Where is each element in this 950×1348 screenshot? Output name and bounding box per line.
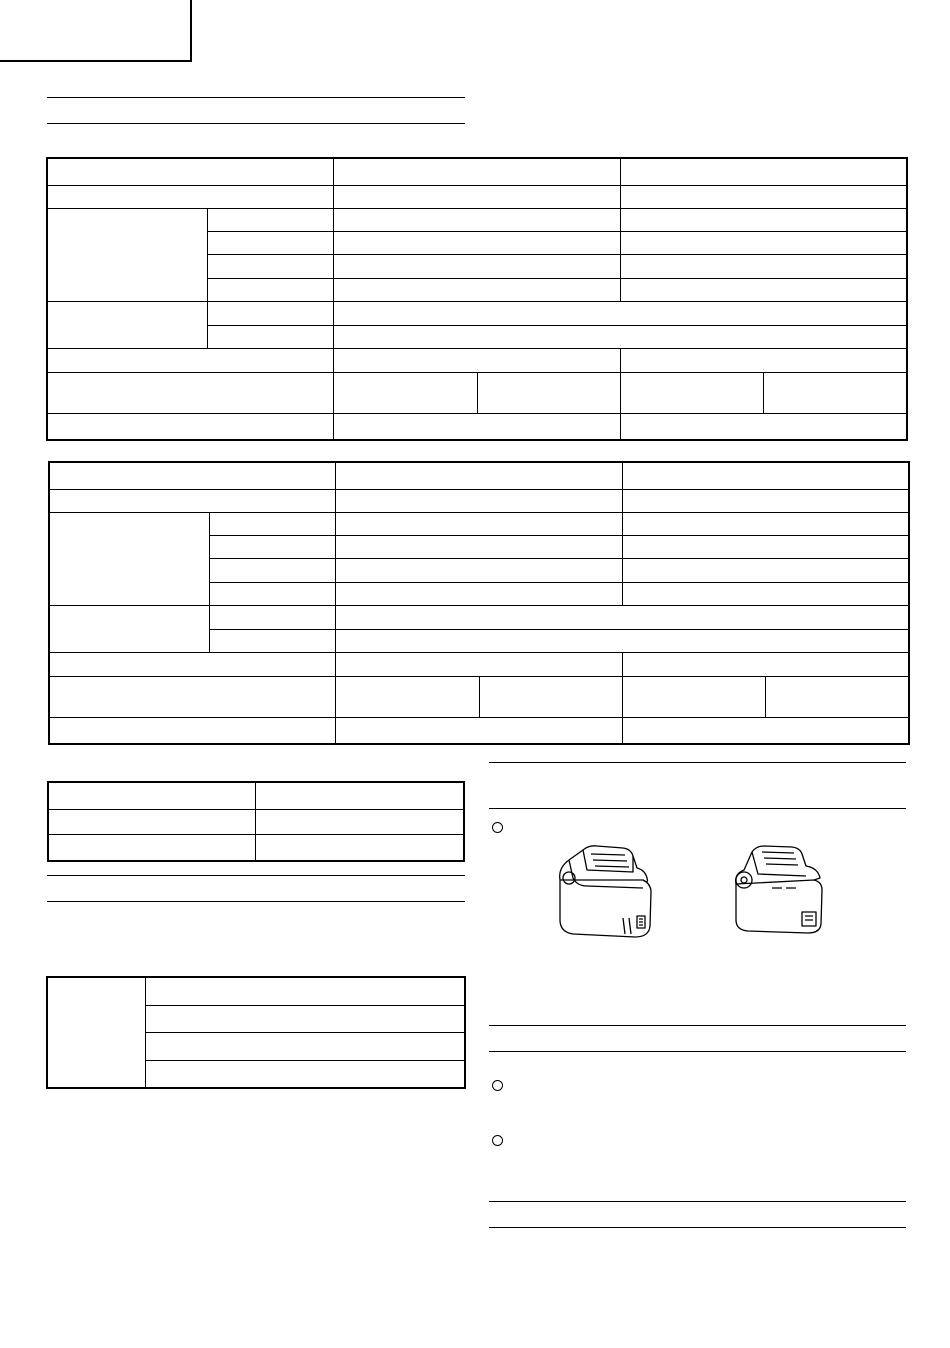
small-table-1 bbox=[47, 781, 465, 862]
battery-pack-icon bbox=[555, 840, 655, 940]
section-rule bbox=[489, 1025, 906, 1026]
table-row bbox=[48, 834, 464, 861]
table-row bbox=[49, 512, 909, 535]
section-rule bbox=[47, 875, 465, 876]
header-tab-box bbox=[0, 0, 192, 62]
table-row bbox=[49, 676, 909, 717]
table-row bbox=[47, 348, 907, 372]
table-row bbox=[47, 977, 465, 1005]
specifications-table-2 bbox=[48, 461, 910, 745]
table-row bbox=[47, 185, 907, 208]
battery-pack-icon bbox=[722, 840, 830, 936]
specifications-table-1 bbox=[46, 157, 908, 441]
table-row bbox=[47, 208, 907, 231]
table-row bbox=[49, 605, 909, 629]
section-rule bbox=[489, 1201, 906, 1202]
small-table-2 bbox=[46, 976, 466, 1089]
table-row bbox=[49, 489, 909, 512]
table-row bbox=[47, 158, 907, 185]
bullet-circle-icon bbox=[492, 1080, 503, 1091]
section-rule bbox=[47, 123, 465, 124]
table-row bbox=[49, 462, 909, 489]
bullet-circle-icon bbox=[492, 1135, 503, 1146]
table-row bbox=[48, 782, 464, 809]
section-rule bbox=[47, 901, 465, 902]
table-row bbox=[47, 413, 907, 440]
section-rule bbox=[489, 762, 906, 763]
section-rule bbox=[489, 1227, 906, 1228]
section-rule bbox=[47, 97, 465, 98]
table-row bbox=[49, 717, 909, 744]
bullet-circle-icon bbox=[492, 822, 503, 833]
section-rule bbox=[489, 1051, 906, 1052]
section-rule bbox=[489, 808, 906, 809]
table-row bbox=[49, 652, 909, 676]
table-row bbox=[48, 809, 464, 834]
table-row bbox=[47, 372, 907, 413]
table-row bbox=[47, 301, 907, 325]
